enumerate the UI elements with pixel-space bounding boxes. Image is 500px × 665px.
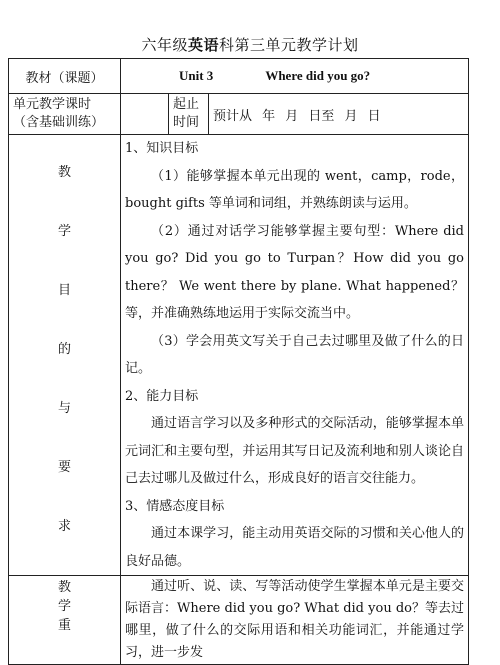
- textbook-row: [9, 59, 469, 94]
- side-char: 求: [57, 519, 71, 534]
- side-char: 教: [57, 165, 71, 180]
- focus-row: [9, 576, 469, 665]
- ability-goal-text: 通过语言学习以及多种形式的交际活动，能够掌握本单元词汇和主要句型，并运用其写日记及流利地和别人谈论自己去过哪儿及做过什么，形成良好的语言交往能力。: [125, 416, 464, 486]
- title-subject: 英语: [187, 36, 219, 54]
- lesson-hours-label: [9, 94, 121, 135]
- focus-content: [121, 576, 469, 665]
- title-prefix: 六年级: [141, 36, 188, 54]
- objectives-row: [9, 135, 469, 576]
- side-char: 的: [57, 342, 71, 357]
- lesson-hours-value: [121, 94, 169, 135]
- lesson-hours-row: [9, 94, 469, 135]
- side-char: 与: [57, 401, 71, 416]
- textbook-value: [121, 59, 469, 94]
- focus-side-label: [9, 576, 121, 665]
- start-end-label-line2: 时间: [173, 115, 200, 130]
- side-char: 目: [57, 283, 71, 298]
- teaching-plan-table: [8, 58, 469, 665]
- side-char: 教: [57, 580, 71, 595]
- unit-topic: Where did you go?: [265, 68, 371, 83]
- attitude-goal-heading: 3、情感态度目标: [125, 498, 225, 514]
- start-end-label-line1: 起止: [173, 97, 200, 112]
- knowledge-goal-1: （1）能够掌握本单元出现的 went，camp，rode，bought gifts 等单词和词组，并熟练朗读与运用。: [125, 168, 464, 211]
- objectives-side-label: [9, 135, 121, 576]
- side-char: 学: [57, 224, 71, 239]
- page-title: [0, 34, 500, 55]
- knowledge-goal-2: （2）通过对话学习能够掌握主要句型：Where did you go? Did you go to Turpan？How did you go there？ We went there by plane. What happened？等，并准确熟练地运用于实际交流当中。: [125, 223, 464, 321]
- side-char: 学: [57, 599, 71, 614]
- knowledge-goal-heading: 1、知识目标: [125, 141, 199, 156]
- textbook-label: 教材（课题）: [9, 59, 121, 94]
- start-end-label: [169, 94, 209, 135]
- attitude-goal-text: 通过本课学习，能主动用英语交际的习惯和关心他人的良好品德。: [125, 526, 464, 569]
- focus-text: 通过听、说、读、写等活动使学生掌握本单元是主要交际语言：Where did you go? What did you do？等去过哪里，做了什么的交际用语和相关功能词汇，并能通过学习，进一步发: [125, 579, 464, 660]
- objectives-content: [121, 135, 469, 576]
- title-suffix: 科第三单元教学计划: [219, 36, 359, 54]
- ability-goal-heading: 2、能力目标: [125, 388, 199, 404]
- side-char: 要: [57, 460, 71, 475]
- unit-number: Unit 3: [179, 68, 214, 83]
- date-range: 预计从 年 月 日至 月 日: [209, 94, 469, 135]
- side-char: 重: [57, 618, 71, 633]
- lesson-hours-label-line2: （含基础训练）: [13, 115, 105, 130]
- lesson-hours-label-line1: 单元教学课时: [13, 97, 92, 112]
- knowledge-goal-3: （3）学会用英文写关于自己去过哪里及做了什么的日记。: [125, 333, 464, 376]
